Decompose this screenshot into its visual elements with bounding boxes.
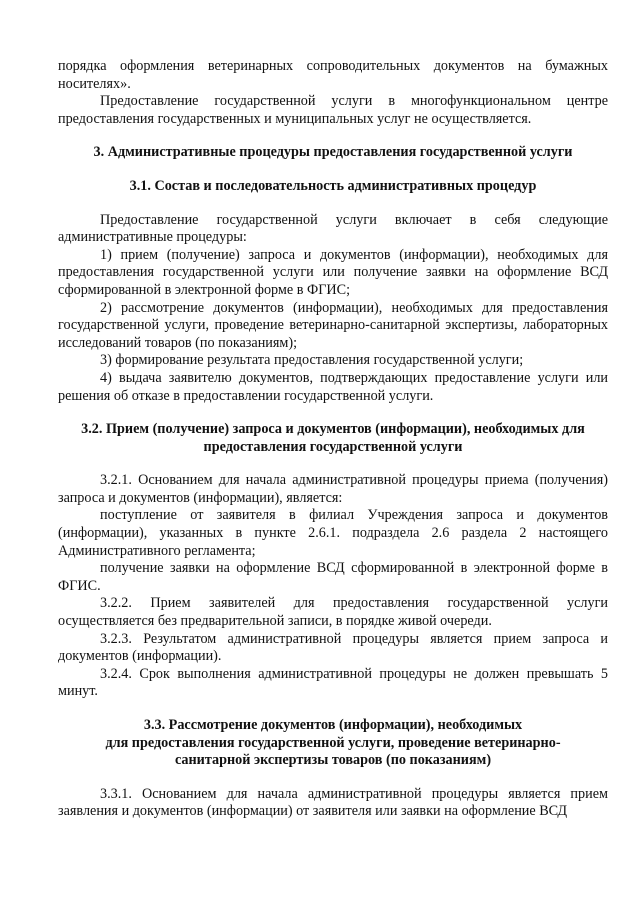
subsection-3-2-heading-line-1: 3.2. Прием (получение) запроса и документов (информации), необходимых для	[81, 421, 585, 438]
paragraph-3-1-item-3: 3) формирование результата предоставления государственной услуги;	[100, 352, 524, 369]
paragraph-3-2-4: 3.2.4. Срок выполнения административной процедуры не должен превышать 5 минут.	[58, 665, 608, 700]
subsection-3-3-heading-line-3: санитарной экспертизы товаров (по показаниям)	[174, 752, 492, 769]
paragraph-3-2-3: 3.2.3. Результатом административной процедуры является прием запроса и документов (информации).	[58, 630, 608, 665]
subsection-3-1-heading: 3.1. Состав и последовательность административных процедур	[129, 177, 537, 194]
paragraph-3-3-1: 3.3.1. Основанием для начала административной процедуры является прием заявления и документов (информации) от заявителя или заявки на оформление ВСД	[58, 785, 608, 820]
paragraph-3-2-1: 3.2.1. Основанием для начала административной процедуры приема (получения) запроса и документов (информации), является:	[58, 472, 608, 506]
paragraph-3-2-2: 3.2.2. Прием заявителей для предоставления государственной услуги осуществляется без предварительной записи, в порядке живой очереди.	[58, 595, 608, 630]
subsection-3-2-heading-line-2: предоставления государственной услуги	[203, 438, 463, 455]
subsection-3-3-heading-line-1: 3.3. Рассмотрение документов (информации), необходимых	[143, 717, 523, 733]
paragraph-continuation: порядка оформления ветеринарных сопроводительных документов на бумажных носителях».	[58, 58, 608, 92]
paragraph-3-1-item-4: 4) выдача заявителю документов, подтверждающих предоставление услуги или решения об отказе в предоставлении государственной услуги.	[58, 369, 608, 404]
paragraph-3-1-intro: Предоставление государственной услуги включает в себя следующие административные процедуры:	[58, 211, 608, 246]
section-3-heading: 3. Административные процедуры предоставления государственной услуги	[93, 144, 573, 161]
subsection-3-3-heading	[58, 717, 608, 770]
subsection-3-2-heading	[58, 421, 608, 456]
subsection-3-3-heading-line-2: для предоставления государственной услуги, проведение ветеринарно-	[105, 734, 561, 751]
paragraph-3-1-item-1: 1) прием (получение) запроса и документов (информации), необходимых для предоставления государственной услуги или получение заявки на оформление ВСД сформированной в электронной форме в ФГИС;	[58, 246, 608, 298]
document-page	[58, 58, 608, 821]
paragraph-mfc-note: Предоставление государственной услуги в многофункциональном центре предоставления государственных и муниципальных услуг не осуществляется.	[58, 93, 608, 127]
paragraph-3-2-1-a: поступление от заявителя в филиал Учреждения запроса и документов (информации), указанных в пункте 2.6.1. подраздела 2.6 раздела 2 настоящего Административного регламента;	[58, 507, 608, 559]
paragraph-3-2-1-b: получение заявки на оформление ВСД сформированной в электронной форме в ФГИС.	[58, 560, 608, 594]
paragraph-3-1-item-2: 2) рассмотрение документов (информации), необходимых для предоставления государственной услуги, проведение ветеринарно-санитарной экспертизы, лабораторных исследований товаров (по показаниям);	[58, 299, 608, 351]
